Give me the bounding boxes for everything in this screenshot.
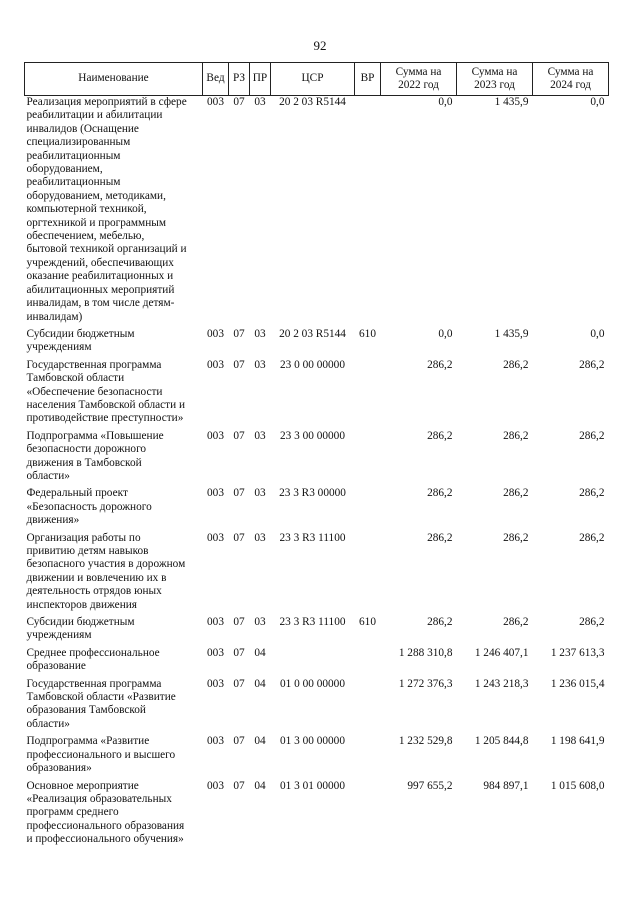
table-row [25, 328, 609, 359]
row-sum-2022: 286,2 [427, 358, 453, 371]
row-ved: 003 [207, 735, 224, 748]
row-rz: 07 [233, 429, 245, 442]
row-sum-2022: 997 655,2 [407, 779, 453, 792]
row-sum-2024: 286,2 [579, 358, 605, 371]
row-vr [355, 735, 381, 779]
row-ved: 003 [207, 429, 224, 442]
row-rz: 07 [233, 677, 245, 690]
row-sum-2024: 286,2 [579, 616, 605, 629]
row-sum-2022: 1 272 376,3 [398, 677, 453, 690]
row-name-text: Государственная программа Тамбовской области «Обеспечение безопасности населения Тамбовской области и противодействие преступности» [26, 358, 186, 425]
row-vr [355, 487, 381, 531]
table-row [25, 647, 609, 678]
row-pr: 04 [254, 779, 266, 792]
row-name [25, 487, 203, 531]
row-vr [355, 678, 381, 736]
row-sum-2023: 286,2 [503, 429, 529, 442]
row-vr [355, 780, 381, 851]
row-sum-2024: 286,2 [579, 531, 605, 544]
row-name-text: Подпрограмма «Повышение безопасности дорожного движения в Тамбовской области» [26, 429, 164, 482]
row-vr [355, 532, 381, 616]
row-vr [355, 359, 381, 430]
row-sum-2023: 286,2 [503, 358, 529, 371]
table-row [25, 532, 609, 616]
row-sum-2023: 286,2 [503, 531, 529, 544]
row-rz: 07 [233, 616, 245, 629]
row-vr: 610 [359, 616, 376, 629]
row-pr: 03 [254, 429, 266, 442]
row-ved: 003 [207, 646, 224, 659]
row-ved: 003 [207, 487, 224, 500]
row-rz: 07 [233, 531, 245, 544]
table-body [25, 96, 609, 851]
column-header-sum-2024: Сумма на 2024 год [533, 63, 609, 96]
column-header-ved: Вед [203, 63, 229, 96]
row-name-text: Основное мероприятие «Реализация образовательных программ среднего профессионального образования и профессионального обучения» [26, 779, 185, 846]
row-csr: 23 3 00 00000 [280, 429, 345, 442]
row-name [25, 328, 203, 359]
column-header-vr: ВР [355, 63, 381, 96]
row-csr: 01 3 01 00000 [280, 779, 345, 792]
row-pr: 04 [254, 735, 266, 748]
row-sum-2024: 1 198 641,9 [550, 735, 605, 748]
row-sum-2024: 0,0 [590, 96, 605, 108]
row-sum-2022: 286,2 [427, 487, 453, 500]
row-csr: 01 0 00 00000 [280, 677, 345, 690]
row-vr [355, 647, 381, 678]
row-sum-2023: 1 205 844,8 [474, 735, 529, 748]
row-sum-2022: 1 288 310,8 [398, 646, 453, 659]
row-sum-2023: 286,2 [503, 487, 529, 500]
row-name [25, 780, 203, 851]
row-sum-2024: 0,0 [590, 327, 605, 340]
row-sum-2022: 286,2 [427, 429, 453, 442]
row-rz: 07 [233, 487, 245, 500]
row-ved: 003 [207, 677, 224, 690]
row-name-text: Подпрограмма «Развитие профессионального и высшего образования» [26, 735, 176, 775]
row-sum-2023: 1 435,9 [494, 96, 529, 108]
row-sum-2022: 0,0 [438, 96, 453, 108]
row-rz: 07 [233, 358, 245, 371]
row-rz: 07 [233, 735, 245, 748]
row-name [25, 678, 203, 736]
row-pr: 03 [254, 327, 266, 340]
row-sum-2022: 286,2 [427, 531, 453, 544]
row-rz: 07 [233, 779, 245, 792]
row-name [25, 430, 203, 488]
row-name [25, 359, 203, 430]
row-rz: 07 [233, 96, 245, 108]
table-row [25, 359, 609, 430]
row-ved: 003 [207, 531, 224, 544]
row-name-text: Реализация мероприятий в сфере реабилитации и абилитации инвалидов (Оснащение специализированным реабилитационным оборудованием, реабилитационным оборудованием, методиками, компьютерной техникой, оргтехникой и программным обеспечением, мебелью, бытовой техникой организаций и учреждений, обеспечивающих оказание реабилитационных и абилитационных мероприятий инвалидам, в том числе детям- инвалидам) [26, 96, 187, 323]
table-row [25, 487, 609, 531]
row-name-text: Организация работы по привитию детям навыков безопасного участия в дорожном движении и вовлечению их в деятельность отрядов юных инспекторов движения [26, 531, 186, 611]
row-sum-2023: 984 897,1 [483, 779, 529, 792]
row-vr: 610 [359, 327, 376, 340]
table-header [25, 63, 609, 96]
row-rz: 07 [233, 646, 245, 659]
row-vr [355, 430, 381, 488]
row-name [25, 616, 203, 647]
row-ved: 003 [207, 327, 224, 340]
row-name-text: Среднее профессиональное образование [26, 646, 160, 673]
row-sum-2023: 1 246 407,1 [474, 646, 529, 659]
row-ved: 003 [207, 616, 224, 629]
row-csr: 23 3 R3 11100 [279, 531, 346, 544]
row-sum-2024: 1 237 613,3 [550, 646, 605, 659]
row-sum-2024: 286,2 [579, 429, 605, 442]
row-name-text: Субсидии бюджетным учреждениям [26, 616, 135, 642]
row-sum-2023: 286,2 [503, 616, 529, 629]
table-row [25, 96, 609, 328]
row-csr: 23 0 00 00000 [280, 358, 345, 371]
row-csr [271, 647, 355, 678]
table-row [25, 678, 609, 736]
row-name-text: Государственная программа Тамбовской области «Развитие образования Тамбовской области» [26, 677, 176, 730]
row-sum-2022: 1 232 529,8 [398, 735, 453, 748]
row-pr: 03 [254, 487, 266, 500]
column-header-pr: ПР [250, 63, 271, 96]
row-sum-2022: 0,0 [438, 327, 453, 340]
column-header-name: Наименование [25, 63, 203, 96]
row-pr: 03 [254, 358, 266, 371]
column-header-sum-2023: Сумма на 2023 год [457, 63, 533, 96]
row-csr: 20 2 03 R5144 [279, 327, 346, 340]
column-header-rz: РЗ [229, 63, 250, 96]
row-name-text: Федеральный проект «Безопасность дорожного движения» [26, 487, 152, 527]
row-csr: 23 3 R3 11100 [279, 616, 346, 629]
row-sum-2024: 286,2 [579, 487, 605, 500]
row-ved: 003 [207, 358, 224, 371]
row-name [25, 532, 203, 616]
table-row [25, 780, 609, 851]
row-pr: 03 [254, 616, 266, 629]
row-pr: 03 [254, 531, 266, 544]
row-name [25, 96, 203, 328]
row-pr: 04 [254, 677, 266, 690]
row-name-text: Субсидии бюджетным учреждениям [26, 327, 135, 354]
row-sum-2024: 1 236 015,4 [550, 677, 605, 690]
row-csr: 20 2 03 R5144 [279, 96, 346, 108]
row-sum-2022: 286,2 [427, 616, 453, 629]
column-header-sum-2022: Сумма на 2022 год [381, 63, 457, 96]
row-sum-2023: 1 243 218,3 [474, 677, 529, 690]
row-name [25, 735, 203, 779]
row-pr: 04 [254, 646, 266, 659]
row-ved: 003 [207, 96, 224, 108]
row-name [25, 647, 203, 678]
row-sum-2023: 1 435,9 [494, 327, 529, 340]
page-number: 92 [313, 38, 327, 53]
row-vr [355, 96, 381, 328]
row-sum-2024: 1 015 608,0 [550, 779, 605, 792]
table-row [25, 735, 609, 779]
column-header-csr: ЦСР [271, 63, 355, 96]
budget-table [24, 62, 609, 851]
row-rz: 07 [233, 327, 245, 340]
table-row [25, 430, 609, 488]
table-row [25, 616, 609, 647]
row-ved: 003 [207, 779, 224, 792]
row-pr: 03 [254, 96, 266, 108]
row-csr: 23 3 R3 00000 [279, 487, 346, 500]
row-csr: 01 3 00 00000 [280, 735, 345, 748]
